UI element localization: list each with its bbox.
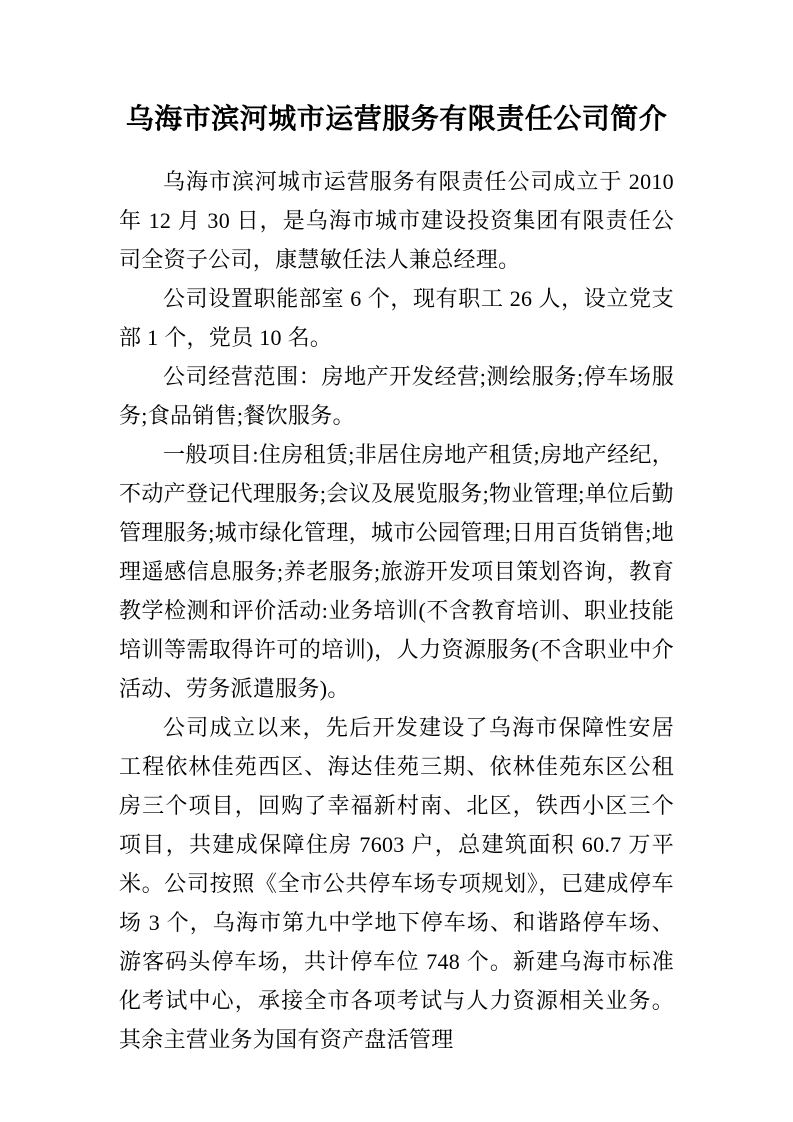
paragraph-business-scope: 公司经营范围：房地产开发经营;测绘服务;停车场服务;食品销售;餐饮服务。 <box>119 364 674 428</box>
document-body <box>119 162 674 1059</box>
paragraph-general-projects: 一般项目:住房租赁;非居住房地产租赁;房地产经纪，不动产登记代理服务;会议及展览服务;物业管理;单位后勤管理服务;城市绿化管理，城市公园管理;日用百货销售;地理遥感信息服务;养老服务;旅游开发项目策划咨询，教育教学检测和评价活动:业务培训(不含教育培训、职业技能培训等需取得许可的培训)，人力资源服务(不含职业中介活动、劳务派遣服务)。 <box>119 442 674 701</box>
paragraph-staff-structure: 公司设置职能部室 6 个，现有职工 26 人，设立党支部 1 个，党员 10 名。 <box>119 286 674 350</box>
paragraph-achievements: 公司成立以来，先后开发建设了乌海市保障性安居工程依林佳苑西区、海达佳苑三期、依林佳苑东区公租房三个项目，回购了幸福新村南、北区，铁西小区三个项目，共建成保障住房 7603 户，总建筑面积 60.7 万平米。公司按照《全市公共停车场专项规划》，已建成停车场 3 个，乌海市第九中学地下停车场、和谐路停车场、游客码头停车场，共计停车位 748 个。新建乌海市标准化考试中心，承接全市各项考试与人力资源相关业务。其余主营业务为国有资产盘活管理 <box>119 715 674 1052</box>
paragraph-company-founding: 乌海市滨河城市运营服务有限责任公司成立于 2010 年 12 月 30 日，是乌海市城市建设投资集团有限责任公司全资子公司，康慧敏任法人兼总经理。 <box>119 169 674 272</box>
document-title: 乌海市滨河城市运营服务有限责任公司简介 <box>125 104 668 135</box>
